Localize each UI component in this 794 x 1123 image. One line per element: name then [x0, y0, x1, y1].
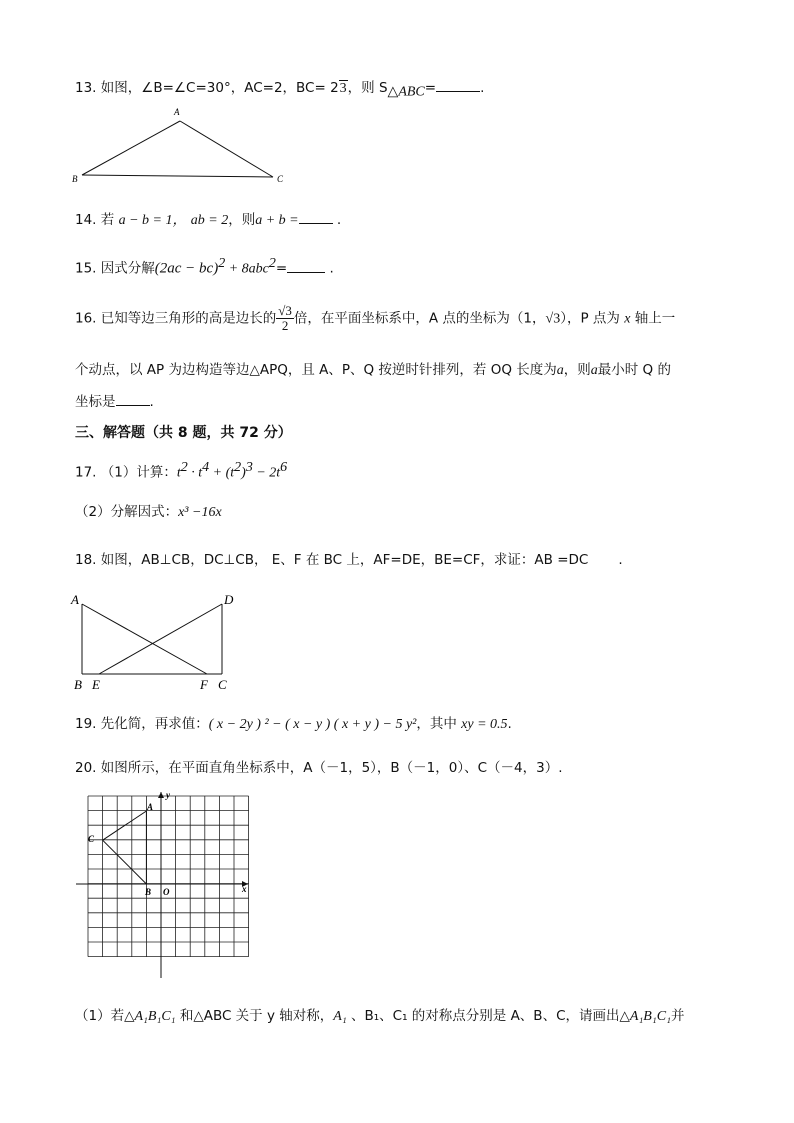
fig20-label-x: x — [242, 884, 247, 894]
q16-text-b: 倍，在平面坐标系中，A 点的坐标为（1， — [293, 310, 546, 327]
q16-fraction — [276, 304, 294, 333]
question-16-line2 — [75, 358, 671, 379]
section-3-heading: 三、解答题（共 8 题，共 72 分） — [75, 425, 292, 441]
q17-close: ) — [241, 465, 246, 481]
q13-eq: = — [424, 80, 437, 96]
q16-line3-text: 坐标是 — [75, 394, 116, 410]
q14-prefix: 14. 若 — [75, 212, 115, 228]
q16-sqrt3: √3 — [545, 311, 561, 327]
q17-plus: + (t — [209, 465, 235, 481]
q16-line2-e: 最小时 Q 的 — [597, 362, 671, 378]
fig18-label-D: D — [224, 592, 234, 607]
figure-18-rectangle — [66, 588, 246, 696]
fig13-label-A: A — [174, 107, 180, 117]
q17-label2: （2）分解因式： — [75, 504, 179, 520]
q15-end: . — [329, 260, 334, 277]
q16-end: . — [149, 394, 154, 410]
question-18 — [75, 548, 623, 568]
question-14 — [75, 208, 341, 229]
q16-a1: a — [556, 363, 564, 378]
q13-text: 13. 如图，∠B=∠C=30°，AC=2，BC= 2 — [75, 80, 339, 96]
q14-cond1: a − b = 1， — [118, 213, 187, 228]
y-axis-arrow — [158, 792, 164, 798]
q15-prefix: 15. 因式分解 — [75, 260, 155, 277]
question-17-part2 — [75, 500, 222, 521]
q15-plus: + 8abc — [225, 261, 269, 277]
q18-text: 18. 如图，AB⊥CB，DC⊥CB， E、F 在 BC 上，AF=DE，BE=CF，求证：AB =DC — [75, 552, 589, 568]
q14-end: . — [336, 212, 342, 228]
fig20-label-y: y — [166, 790, 170, 800]
q16-frac-num: √3 — [278, 303, 292, 318]
q19-cond: xy = 0.5 — [461, 717, 508, 732]
q14-answer-blank[interactable] — [299, 211, 333, 224]
grid-lines — [88, 796, 249, 957]
q16-line2-text: 个动点，以 AP 为边构造等边△APQ，且 A、P、Q 按逆时针排列，若 OQ 长度为 — [75, 362, 557, 378]
question-17-part1 — [75, 460, 287, 482]
question-16-line1 — [75, 304, 675, 333]
q13-text-after: ，则 S — [347, 80, 388, 96]
q16-text-d: ），P 点为 — [560, 310, 620, 327]
q16-text-a: 16. 已知等边三角形的高是边长的 — [75, 310, 277, 327]
q20-1-text-d: 、B₁、C₁ 的对称点分别是 A、B、C，请画出△ — [346, 1008, 630, 1024]
q17-e1: 2 — [180, 460, 188, 475]
q15-eq: = — [275, 260, 288, 277]
fig20-label-B: B — [145, 887, 152, 897]
fig13-label-C: C — [277, 174, 284, 184]
question-19 — [75, 712, 512, 733]
q17-dot: · t — [187, 465, 203, 481]
fig18-label-A: A — [71, 592, 79, 607]
q17-minus: − 2t — [252, 465, 281, 481]
q16-a2: a — [590, 363, 598, 378]
q17-expr2: x³ −16x — [178, 505, 222, 520]
q20-1-a1: A₁ — [333, 1009, 347, 1024]
fig20-label-O: O — [163, 887, 170, 897]
q14-mid: ，则 — [228, 212, 256, 228]
q13-end: . — [480, 80, 485, 96]
q19-expr: ( x − 2y ) ² − ( x − y ) ( x + y ) − 5 y² — [208, 717, 417, 732]
q17-label1: 17. （1）计算： — [75, 464, 177, 481]
q20-1-tri2: A₁B₁C₁ — [629, 1009, 671, 1024]
q19-text-b: ，其中 — [416, 716, 457, 732]
question-16-line3 — [75, 390, 154, 410]
q14-cond2: ab = 2 — [190, 213, 229, 228]
fig20-label-C: C — [88, 834, 95, 844]
q17-e2: 4 — [202, 460, 210, 475]
q20-1-text-b: 和△ABC 关于 y 轴对称， — [175, 1008, 334, 1024]
q16-text-f: 轴上一 — [634, 310, 676, 327]
fig18-label-C: C — [218, 677, 227, 692]
q15-exp2: 2 — [268, 256, 276, 271]
q15-expr: (2ac − bc) — [154, 260, 219, 277]
q20-1-text-e: 并 — [670, 1008, 685, 1024]
fig20-label-A: A — [147, 802, 154, 812]
figure-13-triangle — [60, 100, 300, 190]
figure-20-coordinate-grid — [72, 788, 262, 980]
q14-expr: a + b = — [255, 213, 299, 228]
fig18-label-F: F — [200, 677, 208, 692]
q19-text-a: 19. 先化简，再求值： — [75, 716, 209, 732]
q16-answer-blank[interactable] — [116, 393, 150, 406]
q17-e4: 3 — [245, 460, 253, 475]
q17-e3: 2 — [234, 460, 242, 475]
fig18-label-B: B — [74, 677, 82, 692]
question-20-part1 — [75, 1004, 684, 1025]
q13-sqrt: 3 — [339, 81, 347, 96]
q15-exp: 2 — [218, 256, 226, 271]
q20-1-text-a: （1）若△ — [75, 1008, 135, 1024]
fig13-label-B: B — [72, 174, 78, 184]
segment-CB — [103, 840, 147, 884]
q13-answer-blank[interactable] — [436, 79, 480, 92]
q13-area-sub: △ABC — [387, 84, 425, 100]
q18-end: . — [618, 552, 623, 568]
q16-line2-c: ，则 — [563, 362, 591, 378]
q16-frac-den: 2 — [281, 318, 289, 333]
q20-1-tri1: A₁B₁C₁ — [134, 1009, 176, 1024]
q19-end: . — [507, 716, 512, 732]
q17-t1: t — [176, 465, 181, 481]
q16-x: x — [624, 311, 631, 327]
question-15 — [75, 256, 334, 278]
fig18-label-E: E — [92, 677, 100, 692]
q15-answer-blank[interactable] — [287, 260, 325, 273]
question-20 — [75, 756, 563, 776]
question-13 — [75, 76, 484, 101]
q20-text: 20. 如图所示，在平面直角坐标系中，A（－1，5），B（－1，0）、C（－4，3）. — [75, 760, 563, 776]
q17-e5: 6 — [280, 460, 288, 475]
